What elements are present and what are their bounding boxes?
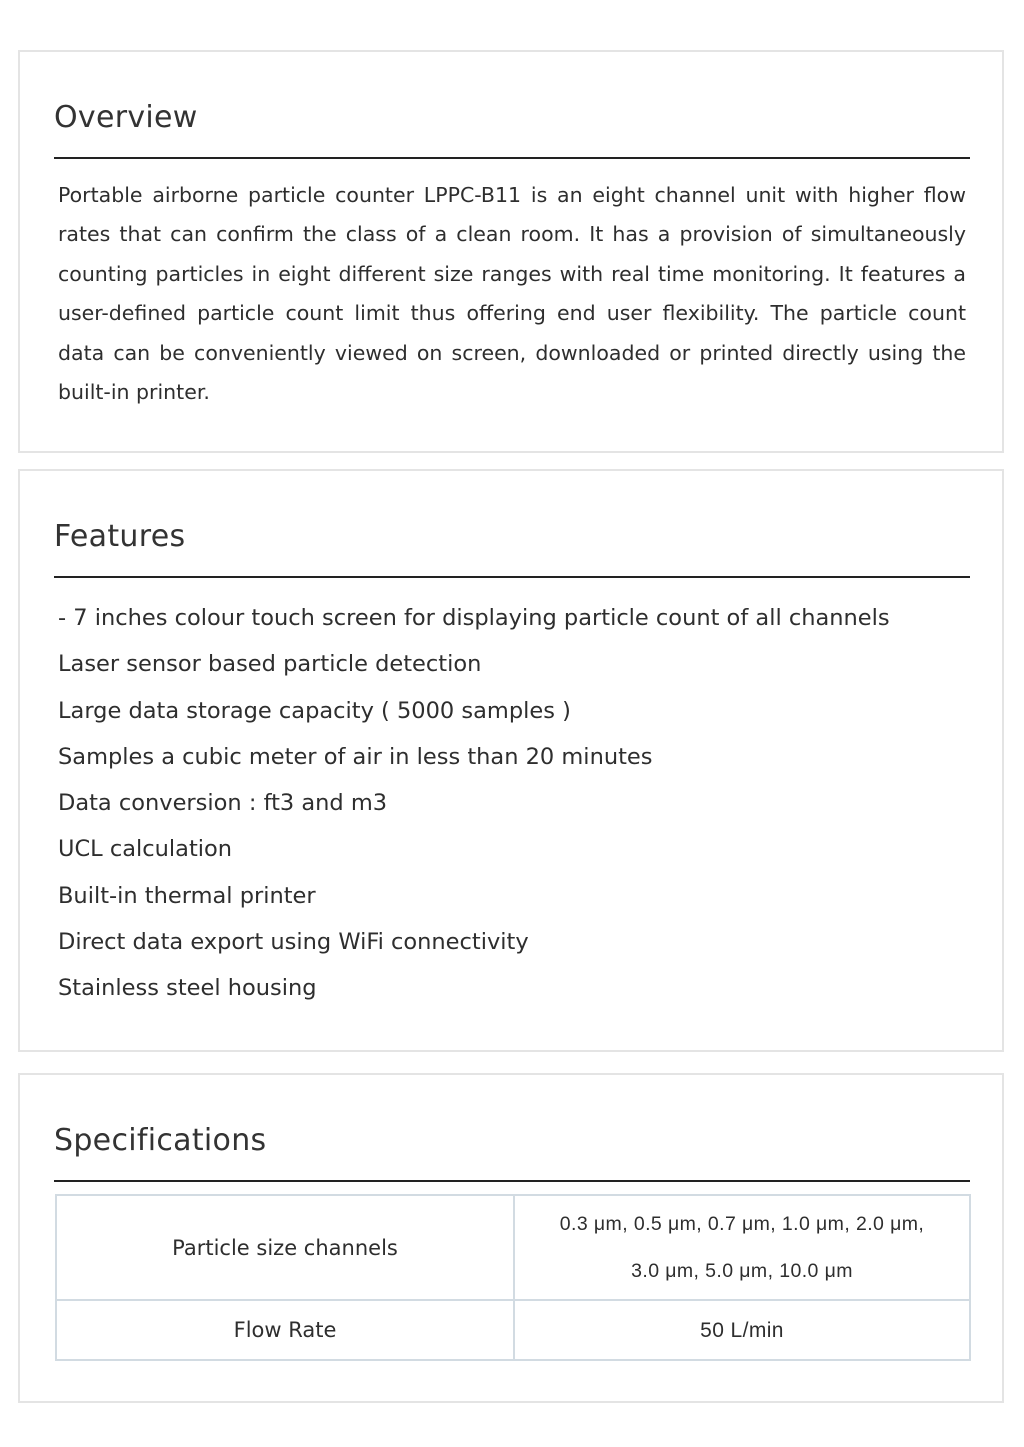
features-section <box>18 469 1004 1052</box>
feature-item-sampling-speed: Samples a cubic meter of air in less than 20 minutes <box>58 743 653 770</box>
table-row <box>56 1300 970 1360</box>
feature-item-laser-sensor: Laser sensor based particle detection <box>58 651 482 678</box>
feature-item-data-conversion: Data conversion : ft3 and m3 <box>58 790 388 817</box>
feature-item-thermal-printer: Built-in thermal printer <box>58 882 316 909</box>
spec-value-line-2: 3.0 μm, 5.0 μm, 10.0 μm <box>631 1259 853 1282</box>
features-divider <box>54 576 970 578</box>
features-heading: Features <box>54 519 186 554</box>
spec-label-particle-size-channels: Particle size channels <box>56 1195 514 1300</box>
overview-heading: Overview <box>54 100 198 135</box>
overview-section <box>18 50 1004 453</box>
spec-label-flow-rate: Flow Rate <box>56 1300 514 1360</box>
spec-value-particle-size-channels <box>514 1195 970 1300</box>
spec-value-flow-rate: 50 L/min <box>514 1300 970 1360</box>
overview-paragraph: Portable airborne particle counter LPPC-B11 is an eight channel unit with higher flow rates that can confirm the class of a clean room. It has a provision of simultaneously counting particles in eight different size ranges with real time monitoring. It features a user-defined particle count limit thus offering end user flexibility. The particle count data can be conveniently viewed on screen, downloaded or printed directly using the built-in printer. <box>58 183 966 405</box>
feature-item-data-storage: Large data storage capacity ( 5000 samples ) <box>58 697 571 724</box>
feature-item-ucl-calculation: UCL calculation <box>58 836 233 863</box>
feature-item-steel-housing: Stainless steel housing <box>58 975 317 1002</box>
overview-divider <box>54 157 970 159</box>
specifications-section <box>18 1073 1004 1403</box>
feature-item-wifi-export: Direct data export using WiFi connectivity <box>58 929 529 956</box>
feature-item-touch-screen: - 7 inches colour touch screen for displaying particle count of all channels <box>58 605 890 631</box>
table-row <box>56 1195 970 1300</box>
spec-value-line-1: 0.3 μm, 0.5 μm, 0.7 μm, 1.0 μm, 2.0 μm, <box>559 1212 925 1235</box>
specifications-table <box>55 1194 971 1361</box>
features-list <box>58 595 890 1012</box>
specifications-heading: Specifications <box>54 1123 267 1158</box>
specifications-divider <box>54 1180 970 1182</box>
